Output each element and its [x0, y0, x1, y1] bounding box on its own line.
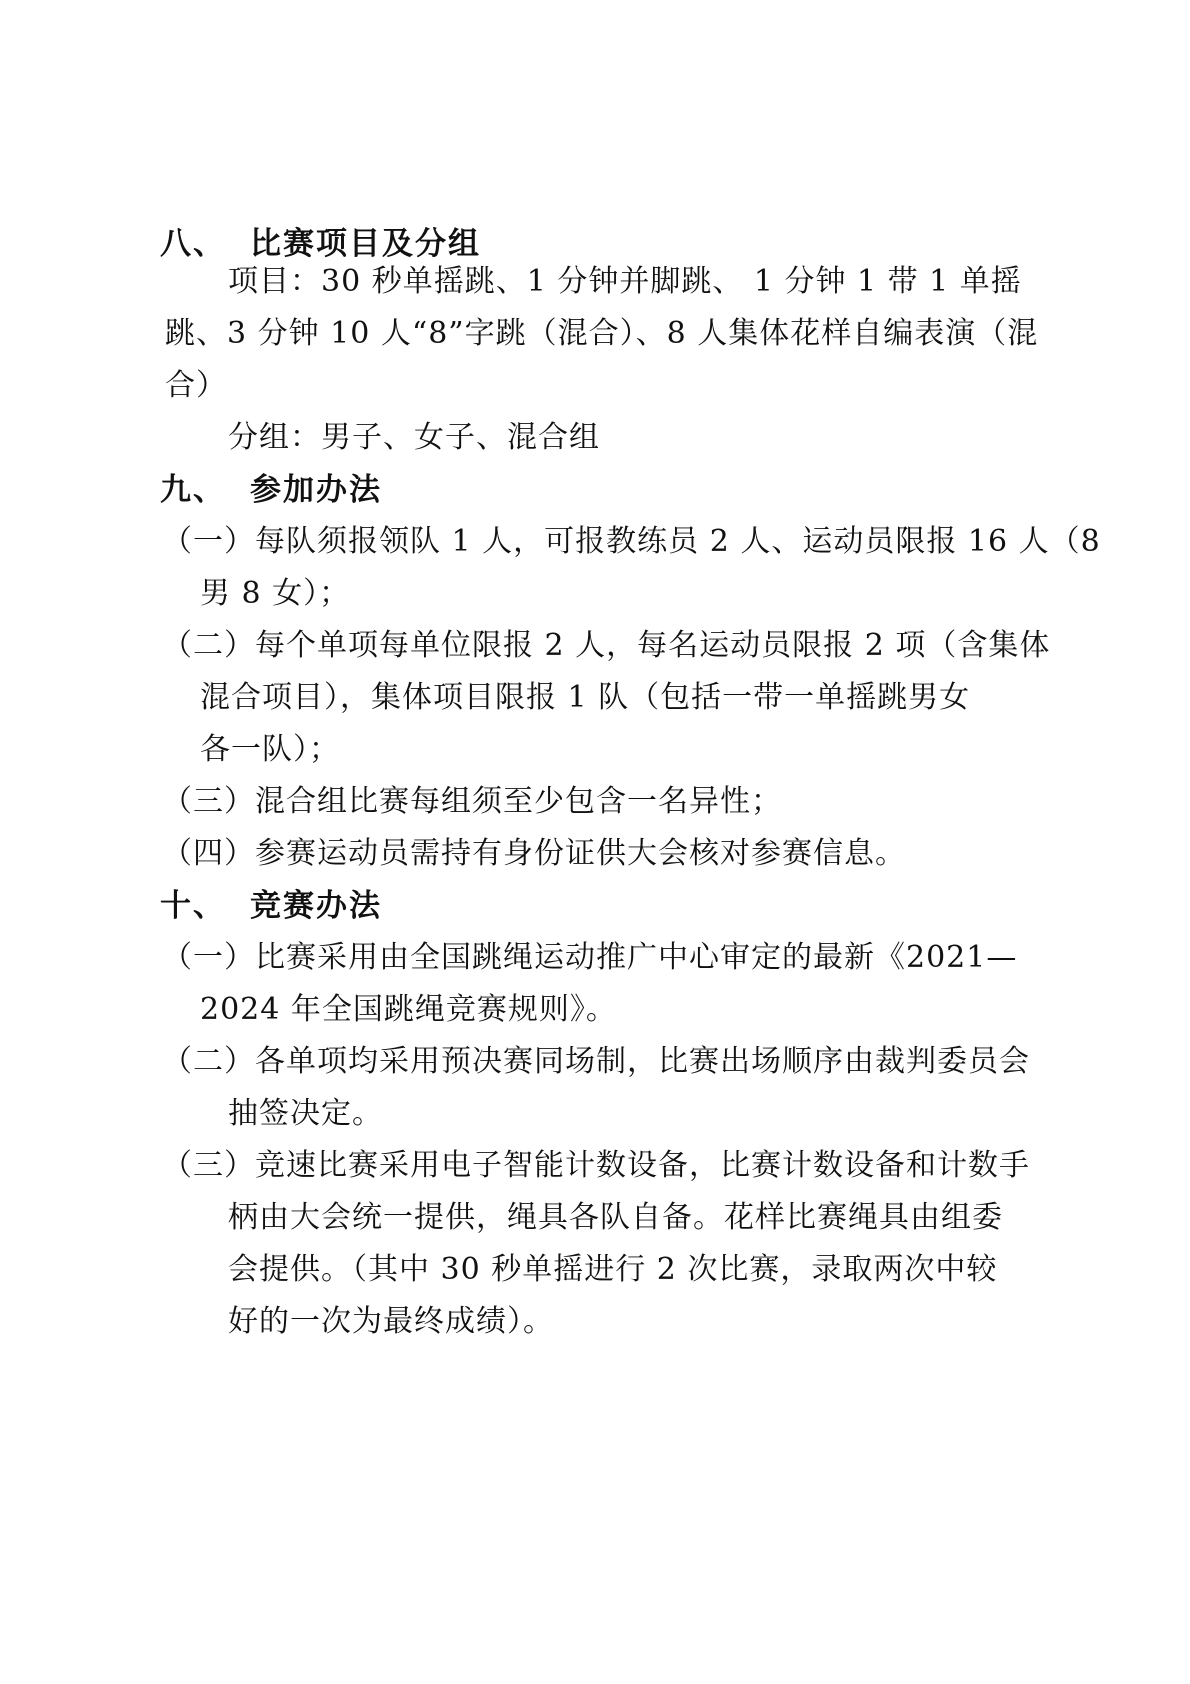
section-8-groups: 分组：男子、女子、混合组: [228, 420, 600, 455]
section-9-item-1-line-2: 男 8 女）；: [200, 576, 351, 611]
section-10-item-2-line-1: （二）各单项均采用预决赛同场制，比赛出场顺序由裁判委员会: [162, 1044, 1030, 1079]
section-10-heading: [160, 886, 382, 926]
section-9-heading: [160, 470, 382, 510]
section-10-item-1-line-1: （一）比赛采用由全国跳绳运动推广中心审定的最新《2021—: [162, 940, 1018, 975]
section-8-items-line-2: 跳、3 分钟 10 人“8”字跳（混合）、8 人集体花样自编表演（混: [165, 316, 1039, 351]
section-8-number: 八、: [160, 226, 226, 262]
section-10-title: 竞赛办法: [250, 888, 382, 924]
section-8-items-line-1: 项目：30 秒单摇跳、1 分钟并脚跳、 1 分钟 1 带 1 单摇: [228, 264, 1022, 299]
section-10-item-3-line-3: 会提供。（其中 30 秒单摇进行 2 次比赛，录取两次中较: [228, 1252, 998, 1287]
section-9-title: 参加办法: [250, 472, 382, 508]
section-10-item-3-line-2: 柄由大会统一提供，绳具各队自备。花样比赛绳具由组委: [228, 1200, 1003, 1235]
section-9-item-3-line-1: （三）混合组比赛每组须至少包含一名异性；: [162, 784, 782, 819]
section-9-item-4-line-1: （四）参赛运动员需持有身份证供大会核对参赛信息。: [162, 836, 906, 871]
section-10-number: 十、: [160, 888, 226, 924]
section-9-item-2-line-3: 各一队）；: [200, 732, 340, 767]
section-10-item-3-line-4: 好的一次为最终成绩）。: [228, 1304, 554, 1339]
section-10-item-3-line-1: （三）竞速比赛采用电子智能计数设备，比赛计数设备和计数手: [162, 1148, 1030, 1183]
section-8-items-line-3: 合）: [165, 368, 227, 403]
section-10-item-1-line-2: 2024 年全国跳绳竞赛规则》。: [200, 992, 617, 1027]
section-8-title: 比赛项目及分组: [250, 226, 481, 262]
section-8-heading: [160, 224, 481, 264]
section-9-item-2-line-1: （二）每个单项每单位限报 2 人，每名运动员限报 2 项（含集体: [162, 628, 1051, 663]
section-9-item-1-line-1: （一）每队须报领队 1 人，可报教练员 2 人、运动员限报 16 人（8: [162, 524, 1101, 559]
section-10-item-2-line-2: 抽签决定。: [228, 1096, 383, 1131]
section-9-item-2-line-2: 混合项目），集体项目限报 1 队（包括一带一单摇跳男女: [200, 680, 971, 715]
section-9-number: 九、: [160, 472, 226, 508]
